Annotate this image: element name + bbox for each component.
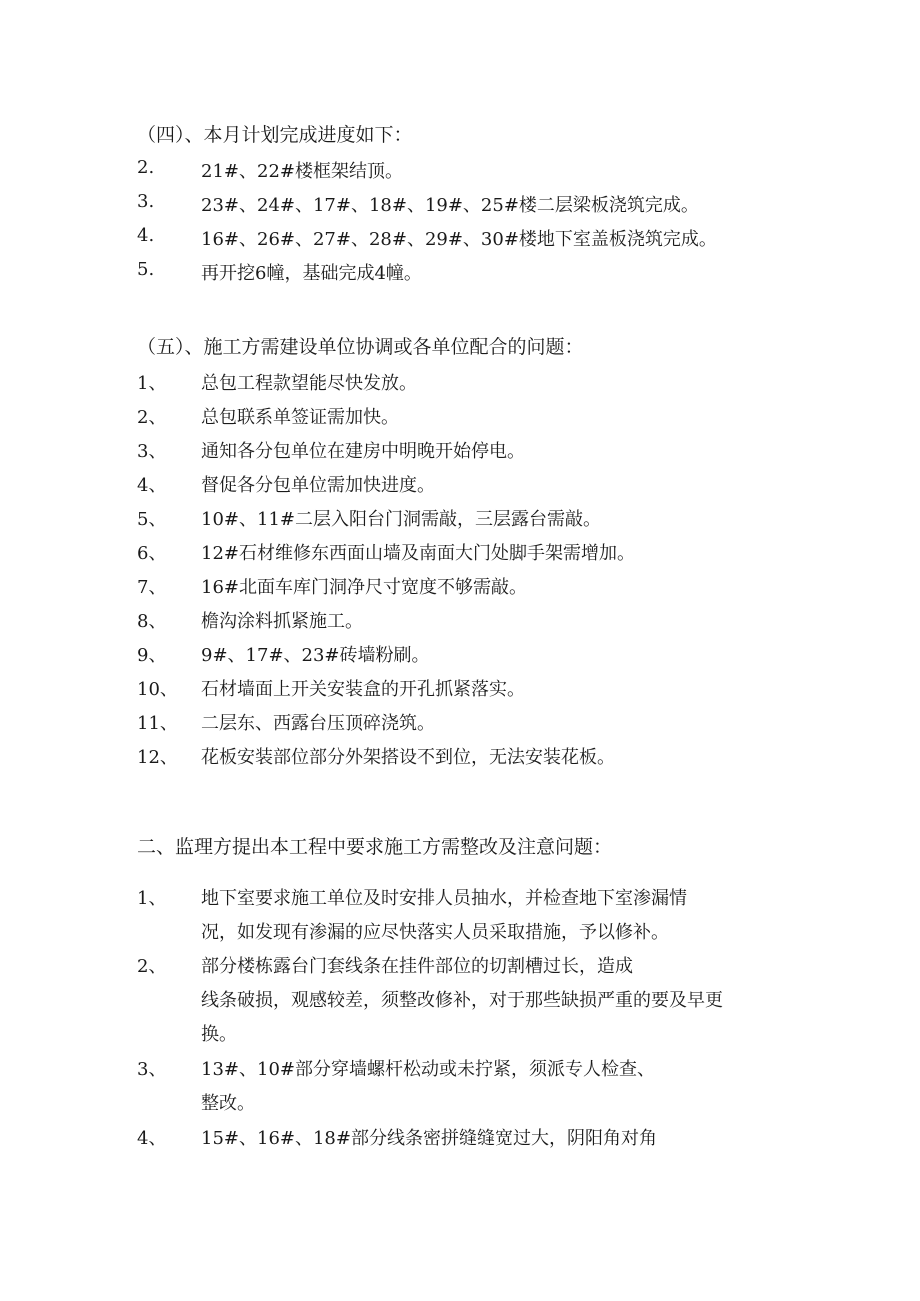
item-number: 5、: [137, 509, 167, 530]
section-five-heading: （五）、施工方需建设单位协调或各单位配合的问题：: [137, 336, 584, 358]
item-text-line: 地下室要求施工单位及时安排人员抽水，并检查地下室渗漏情: [201, 888, 687, 909]
item-number: 8、: [137, 611, 167, 632]
item-text: 12#石材维修东西面山墙及南面大门处脚手架需增加。: [201, 543, 635, 564]
list-item: [0, 743, 920, 769]
item-text: 檐沟涂料抓紧施工。: [201, 611, 363, 632]
item-text: 石材墙面上开关安装盒的开孔抓紧落实。: [201, 679, 525, 700]
item-text: 21#、22#楼框架结顶。: [201, 161, 403, 182]
section-two-heading: 二、监理方提出本工程中要求施工方需整改及注意问题：: [137, 836, 613, 858]
item-text: 16#北面车库门洞净尺寸宽度不够需敲。: [201, 577, 527, 598]
list-item: [0, 675, 920, 701]
item-number: 4、: [137, 1128, 167, 1149]
item-number: 2、: [137, 407, 167, 428]
item-text: 花板安装部位部分外架搭设不到位，无法安装花板。: [201, 747, 615, 768]
item-number: 3.: [137, 191, 155, 212]
item-text-line: 13#、10#部分穿墙螺杆松动或未拧紧，须派专人检查、: [201, 1059, 655, 1080]
list-item: [0, 157, 920, 183]
item-number: 5.: [137, 259, 155, 280]
section-four-heading: （四）、本月计划完成进度如下：: [137, 124, 413, 146]
item-number: 1、: [137, 373, 167, 394]
list-item: [0, 225, 920, 251]
item-text-line: 换。: [201, 1024, 237, 1045]
item-text-line: 部分楼栋露台门套线条在挂件部位的切割槽过长，造成: [201, 956, 633, 977]
item-text: 再开挖6幢，基础完成4幢。: [201, 263, 422, 284]
list-item: [0, 505, 920, 531]
list-item: [0, 369, 920, 395]
list-item: [0, 641, 920, 667]
item-number: 7、: [137, 577, 167, 598]
item-number: 4.: [137, 225, 155, 246]
list-item: [0, 573, 920, 599]
list-item: [0, 607, 920, 633]
item-number: 9、: [137, 645, 167, 666]
item-number: 12、: [137, 747, 178, 768]
list-item: [0, 437, 920, 463]
item-text: 16#、26#、27#、28#、29#、30#楼地下室盖板浇筑完成。: [201, 229, 717, 250]
list-item: [0, 259, 920, 285]
item-number: 2、: [137, 956, 167, 977]
item-text-line: 15#、16#、18#部分线条密拼缝缝宽过大，阴阳角对角: [201, 1128, 657, 1149]
list-item: [0, 403, 920, 429]
list-item: [0, 1055, 920, 1081]
item-text: 二层东、西露台压顶碎浇筑。: [201, 713, 435, 734]
list-item: [0, 191, 920, 217]
item-number: 3、: [137, 441, 167, 462]
item-text: 23#、24#、17#、18#、19#、25#楼二层梁板浇筑完成。: [201, 195, 699, 216]
list-item: [0, 471, 920, 497]
item-text: 9#、17#、23#砖墙粉刷。: [201, 645, 430, 666]
list-item: [0, 709, 920, 735]
item-number: 1、: [137, 888, 167, 909]
item-number: 3、: [137, 1059, 167, 1080]
item-text-line: 整改。: [201, 1093, 255, 1114]
item-text: 10#、11#二层入阳台门洞需敲，三层露台需敲。: [201, 509, 601, 530]
list-item: [0, 952, 920, 978]
item-text: 总包工程款望能尽快发放。: [201, 373, 417, 394]
item-number: 10、: [137, 679, 178, 700]
list-item: [0, 884, 920, 910]
item-text: 总包联系单签证需加快。: [201, 407, 399, 428]
item-text: 督促各分包单位需加快进度。: [201, 475, 435, 496]
item-number: 6、: [137, 543, 167, 564]
item-text-line: 况，如发现有渗漏的应尽快落实人员采取措施，予以修补。: [201, 922, 669, 943]
item-text: 通知各分包单位在建房中明晚开始停电。: [201, 441, 525, 462]
item-number: 11、: [137, 713, 178, 734]
list-item: [0, 539, 920, 565]
item-text-line: 线条破损，观感较差，须整改修补，对于那些缺损严重的要及早更: [201, 990, 723, 1011]
item-number: 2.: [137, 157, 155, 178]
list-item: [0, 1124, 920, 1150]
item-number: 4、: [137, 475, 167, 496]
